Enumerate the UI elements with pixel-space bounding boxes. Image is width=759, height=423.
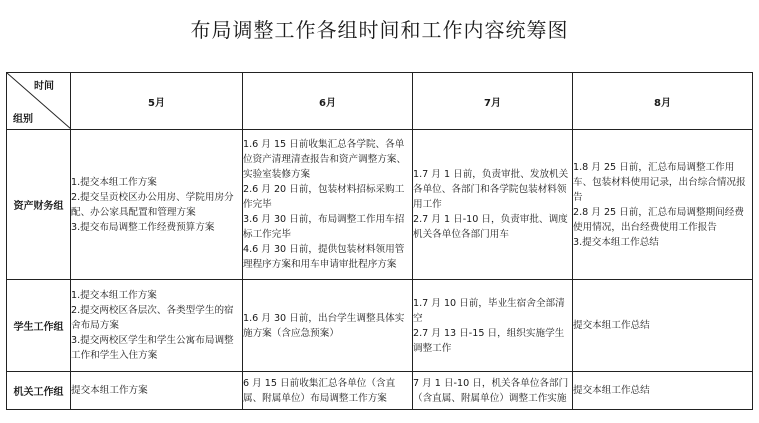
task-item: 2.8 月 25 日前，汇总布局调整期间经费使用情况，出台经费使用工作报告: [573, 206, 744, 233]
month-header-august: 8月: [573, 73, 753, 130]
task-item: 1.6 月 15 日前收集汇总各学院、各单位资产清理清查报告和资产调整方案、实验室装修方案: [243, 139, 407, 180]
task-item: 6 月 15 日前收集汇总各单位（含直属、附属单位）布局调整工作方案: [243, 377, 396, 404]
schedule-cell-may: [71, 372, 243, 410]
task-item: 2.6 月 20 日前，包装材料招标采购工作完毕: [243, 184, 405, 210]
task-item: 3.提交布局调整工作经费预算方案: [71, 221, 215, 233]
task-item: 1.提交本组工作方案: [71, 176, 157, 188]
schedule-cell-august: [573, 280, 753, 372]
schedule-cell-june: [243, 280, 413, 372]
group-header-label: 组别: [13, 114, 33, 125]
schedule-table: [6, 72, 753, 410]
schedule-cell-may: [71, 280, 243, 372]
schedule-cell-june: [243, 130, 413, 280]
task-item: 提交本组工作方案: [71, 385, 148, 396]
task-item: 3.提交本组工作总结: [573, 236, 659, 248]
group-label: 资产财务组: [7, 130, 71, 280]
month-header-may: 5月: [71, 73, 243, 130]
task-item: 1.7 月 1 日前，负责审批、发放机关各单位、各部门和各学院包装材料领用工作: [413, 169, 569, 210]
schedule-cell-july: [413, 372, 573, 410]
schedule-cell-august: [573, 130, 753, 280]
task-item: 2.提交呈贡校区办公用房、学院用房分配、办公家具配置和管理方案: [71, 191, 234, 218]
table-row: [7, 280, 753, 372]
month-header-july: 7月: [413, 73, 573, 130]
table-row: [7, 130, 753, 280]
task-item: 4.6 月 30 日前，提供包装材料领用管理程序方案和用车申请审批程序方案: [243, 244, 405, 270]
task-item: 1.7 月 10 日前，毕业生宿舍全部清空: [413, 297, 565, 324]
task-item: 2.提交两校区各层次、各类型学生的宿舍布局方案: [71, 305, 234, 331]
task-item: 2.7 月 1 日-10 日，负责审批、调度机关各单位各部门用车: [413, 214, 568, 240]
schedule-cell-july: [413, 130, 573, 280]
task-item: 7 月 1 日-10 日，机关各单位各部门（含直属、附属单位）调整工作实施: [413, 377, 569, 404]
schedule-cell-june: [243, 372, 413, 410]
group-label: 机关工作组: [7, 372, 71, 410]
time-header-label: 时间: [34, 81, 54, 92]
group-label: 学生工作组: [7, 280, 71, 372]
page-title: 布局调整工作各组时间和工作内容统筹图: [190, 18, 569, 42]
task-item: 3.6 月 30 日前，布局调整工作用车招标工作完毕: [243, 214, 405, 240]
task-item: 提交本组工作总结: [573, 385, 650, 396]
task-item: 1.8 月 25 日前，汇总布局调整工作用车、包装材料使用记录，出台综合情况报告: [573, 161, 746, 203]
task-item: 提交本组工作总结: [573, 320, 650, 331]
task-item: 3.提交两校区学生和学生公寓布局调整工作和学生入住方案: [71, 335, 234, 361]
month-header-june: 6月: [243, 73, 413, 130]
diagonal-header-cell: [7, 73, 71, 130]
schedule-cell-july: [413, 280, 573, 372]
task-item: 1.提交本组工作方案: [71, 290, 157, 301]
table-row: [7, 372, 753, 410]
task-item: 2.7 月 13 日-15 日，组织实施学生调整工作: [413, 327, 565, 354]
schedule-cell-august: [573, 372, 753, 410]
header-row: [7, 73, 753, 130]
schedule-cell-may: [71, 130, 243, 280]
task-item: 1.6 月 30 日前，出台学生调整具体实施方案（含应急预案）: [243, 312, 405, 339]
